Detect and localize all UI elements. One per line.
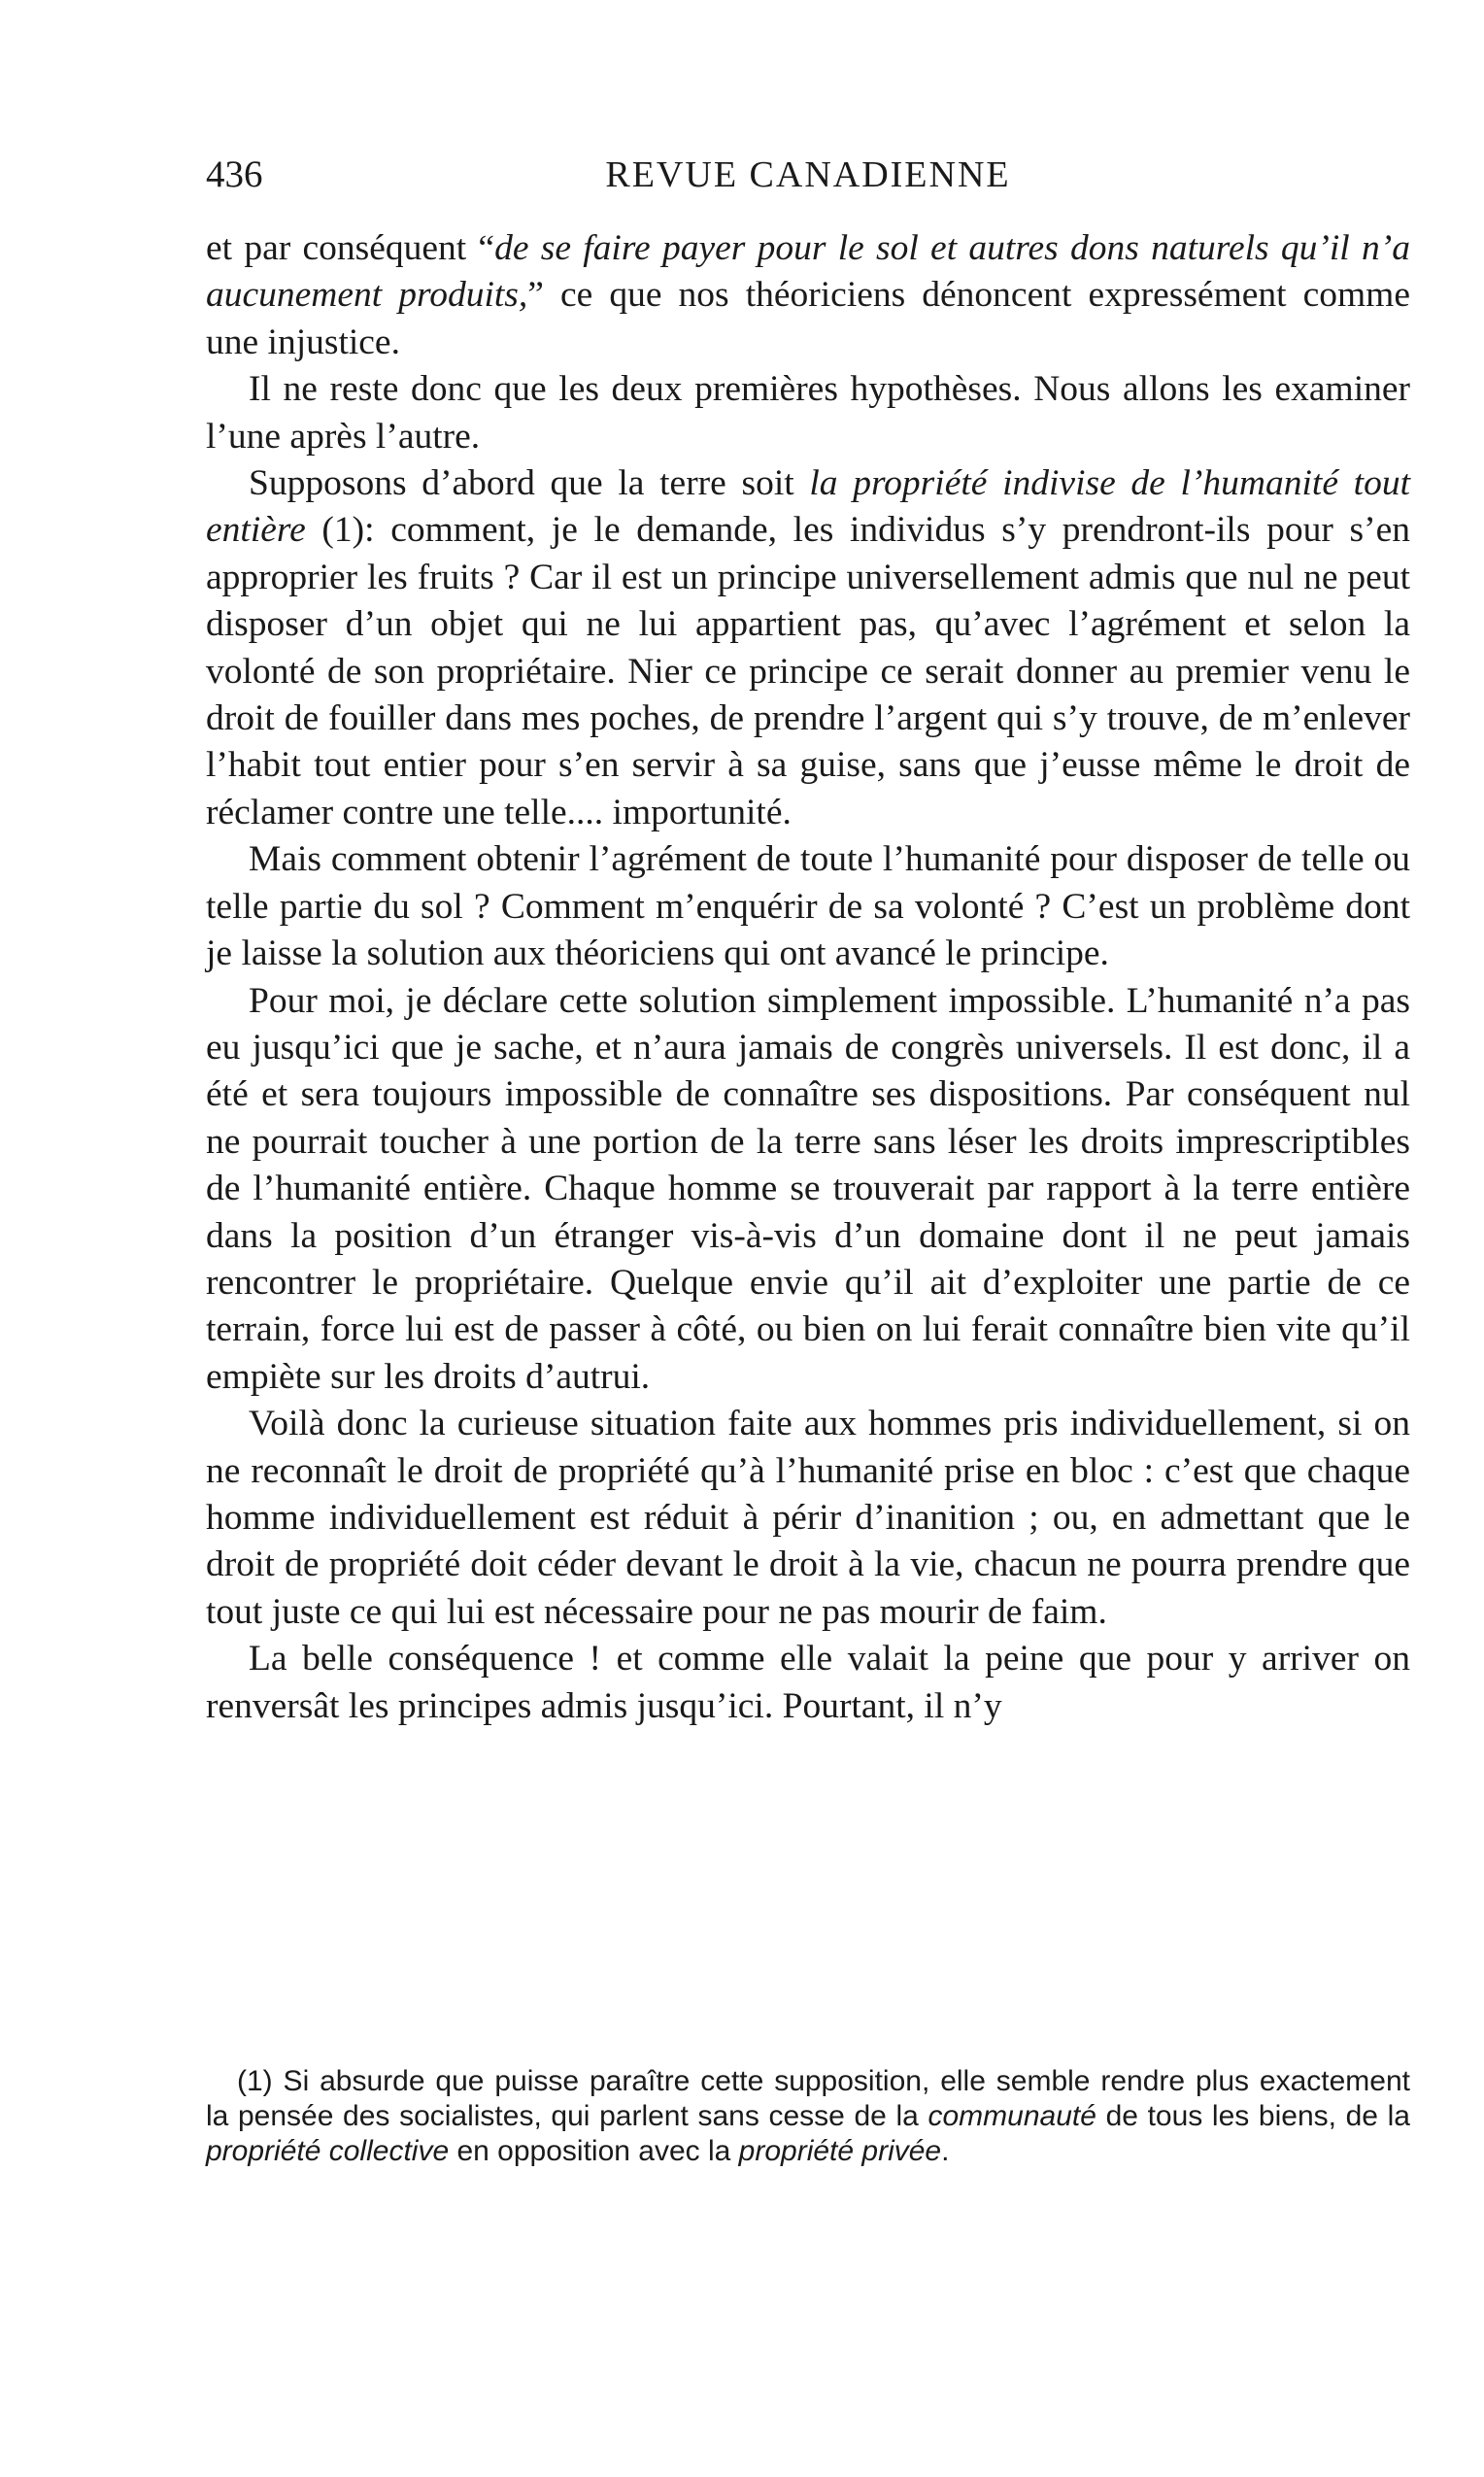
page-number: 436 xyxy=(206,153,263,195)
italic-phrase: la propriété indivise de l’humanité tout entière xyxy=(206,463,1410,551)
paragraph-2: Il ne reste donc que les deux premières hypothèses. Nous allons les examiner l’une après l’autre. xyxy=(206,369,1410,457)
paragraph-5: Pour moi, je déclare cette solution simplement impossible. L’humanité n’a pas eu jusqu’ici que je sache, et n’aura jamais de congrès universels. Il est donc, il a été et sera toujours impossible de connaître ses dispositions. Par conséquent nul ne pourrait toucher à une portion de la terre sans léser les droits imprescriptibles de l’humanité entière. Chaque homme se trouverait par rapport à la terre entière dans la position d’un étranger vis-à-vis d’un domaine dont il ne peut jamais rencontrer le propriétaire. Quelque envie qu’il ait d’exploiter une partie de ce terrain, force lui est de passer à côté, ou bien on lui ferait connaître bien vite qu’il empiète sur les droits d’autrui. xyxy=(206,980,1410,1397)
body-text xyxy=(206,225,1410,1730)
page-header xyxy=(206,146,1410,204)
paragraph-4: Mais comment obtenir l’agrément de toute l’humanité pour disposer de telle ou telle partie du sol ? Comment m’enquérir de sa volonté ? C’est un problème dont je laisse la solution aux théoriciens qui ont avancé le principe. xyxy=(206,839,1410,974)
italic-quote: de se faire payer pour le sol et autres dons naturels qu’il n’a aucunement produits, xyxy=(206,228,1410,316)
paragraph-6: Voilà donc la curieuse situation faite aux hommes pris individuellement, si on ne reconnaît le droit de propriété qu’à l’humanité prise en bloc : c’est que chaque homme individuellement est réduit à périr d’inanition ; ou, en admettant que le droit de propriété doit céder devant le droit à la vie, chacun ne pourra prendre que tout juste ce qui lui est nécessaire pour ne pas mourir de faim. xyxy=(206,1404,1410,1632)
paragraph-7: La belle conséquence ! et comme elle valait la peine que pour y arriver on renversât les principes admis jusqu’ici. Pourtant, il n’y xyxy=(206,1639,1410,1726)
running-title: REVUE CANADIENNE xyxy=(605,154,1011,195)
footnote xyxy=(206,2064,1410,2169)
footnote-1: (1) Si absurde que puisse paraître cette supposition, elle semble rendre plus exactement la pensée des socialistes, qui parlent sans cesse de la communauté de tous les biens, de la propriété collective en opposition avec la propriété privée. xyxy=(206,2065,1410,2167)
paragraph-3: Supposons d’abord que la terre soit la propriété indivise de l’humanité tout entière (1): comment, je le demande, les individus s’y prendront-ils pour s’en approprier les fruits ? Car il est un principe universellement admis que nul ne peut disposer d’un objet qui ne lui appartient pas, qu’avec l’agrément et selon la volonté de son propriétaire. Nier ce principe ce serait donner au premier venu le droit de fouiller dans mes poches, de prendre l’argent qui s’y trouve, de m’enlever l’habit tout entier pour s’en servir à sa guise, sans que j’eusse même le droit de réclamer contre une telle.... importunité. xyxy=(206,463,1410,832)
paragraph-1: et par conséquent “de se faire payer pour le sol et autres dons naturels qu’il n’a aucunement produits,” ce que nos théoriciens dénoncent expressément comme une injustice. xyxy=(206,228,1410,362)
